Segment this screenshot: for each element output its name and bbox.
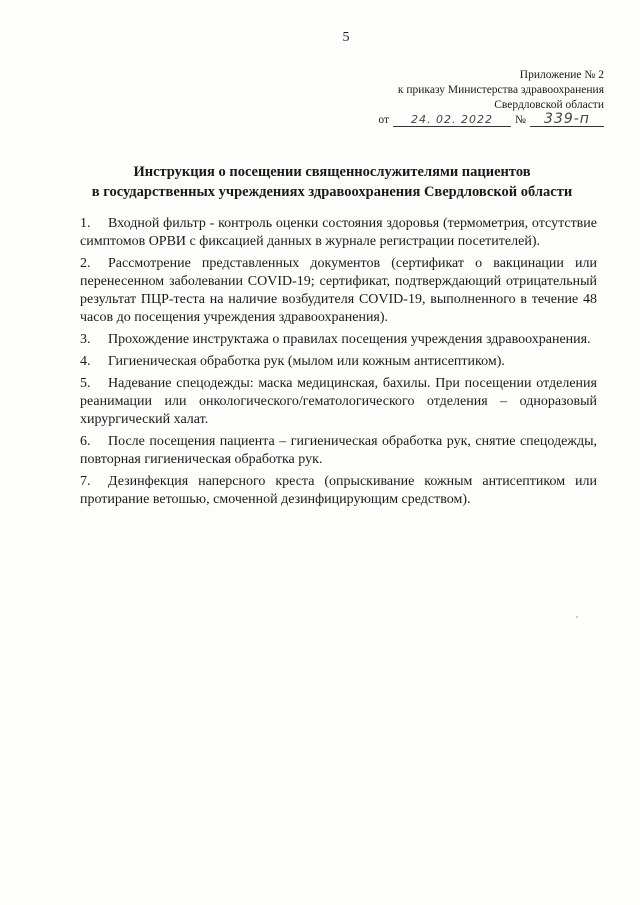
annex-order-reference: к приказу Министерства здравоохранения: [397, 84, 604, 96]
list-item: [80, 215, 597, 251]
list-item: [80, 433, 597, 469]
list-item-number: 5.: [80, 376, 91, 391]
list-item-number: 1.: [80, 216, 91, 231]
annex-region: Свердловской области: [494, 99, 604, 111]
list-item-text: Рассмотрение представленных документов (сертификат о вакцинации или перенесенном заболевании COVID-19; сертификат, подтверждающий отрицательный результат ПЦР-теста на наличие возбудителя COVID-19, выполненного в течение 48 часов до посещения учреждения здравоохранения).: [80, 256, 597, 325]
list-item-text: Дезинфекция наперсного креста (опрыскивание кожным антисептиком или протирание ветошью, смоченной дезинфицирующим средством).: [80, 474, 597, 507]
list-item-text: Надевание спецодежды: маска медицинская, бахилы. При посещении отделения реанимации или онкологического/гематологического отделения – одноразовый хирургический халат.: [80, 376, 597, 427]
list-item: [80, 353, 597, 371]
list-item: [80, 375, 597, 429]
list-item-text: После посещения пациента – гигиеническая обработка рук, снятие спецодежды, повторная гигиеническая обработка рук.: [80, 434, 597, 467]
title-line-2: в государственных учреждениях здравоохранения Свердловской области: [91, 184, 573, 200]
number-prefix: №: [515, 114, 526, 126]
list-item-number: 3.: [80, 332, 91, 347]
instruction-list: [80, 215, 597, 513]
list-item-text: Гигиеническая обработка рук (мылом или кожным антисептиком).: [108, 354, 505, 369]
annex-title: Приложение № 2: [519, 69, 604, 81]
document-title: [72, 162, 592, 202]
list-item-number: 7.: [80, 474, 91, 489]
list-item-text: Входной фильтр - контроль оценки состояния здоровья (термометрия, отсутствие симптомов ОРВИ с фиксацией данных в журнале регистрации посетителей).: [80, 216, 597, 249]
list-item: [80, 331, 597, 349]
title-line-1: Инструкция о посещении священнослужителями пациентов: [133, 164, 531, 180]
list-item-number: 6.: [80, 434, 91, 449]
handwritten-date: 24. 02. 2022: [393, 113, 511, 127]
date-prefix: от: [378, 114, 390, 126]
list-item-number: 2.: [80, 256, 91, 271]
list-item: [80, 473, 597, 509]
handwritten-order-number: 339-п: [530, 113, 604, 127]
annex-date-number-row: [304, 113, 604, 128]
list-item-text: Прохождение инструктажа о правилах посещения учреждения здравоохранения.: [108, 332, 591, 347]
page-number: 5: [342, 30, 350, 45]
list-item: [80, 255, 597, 327]
annex-header: [304, 68, 604, 128]
scan-speck: [576, 616, 578, 618]
list-item-number: 4.: [80, 354, 91, 369]
